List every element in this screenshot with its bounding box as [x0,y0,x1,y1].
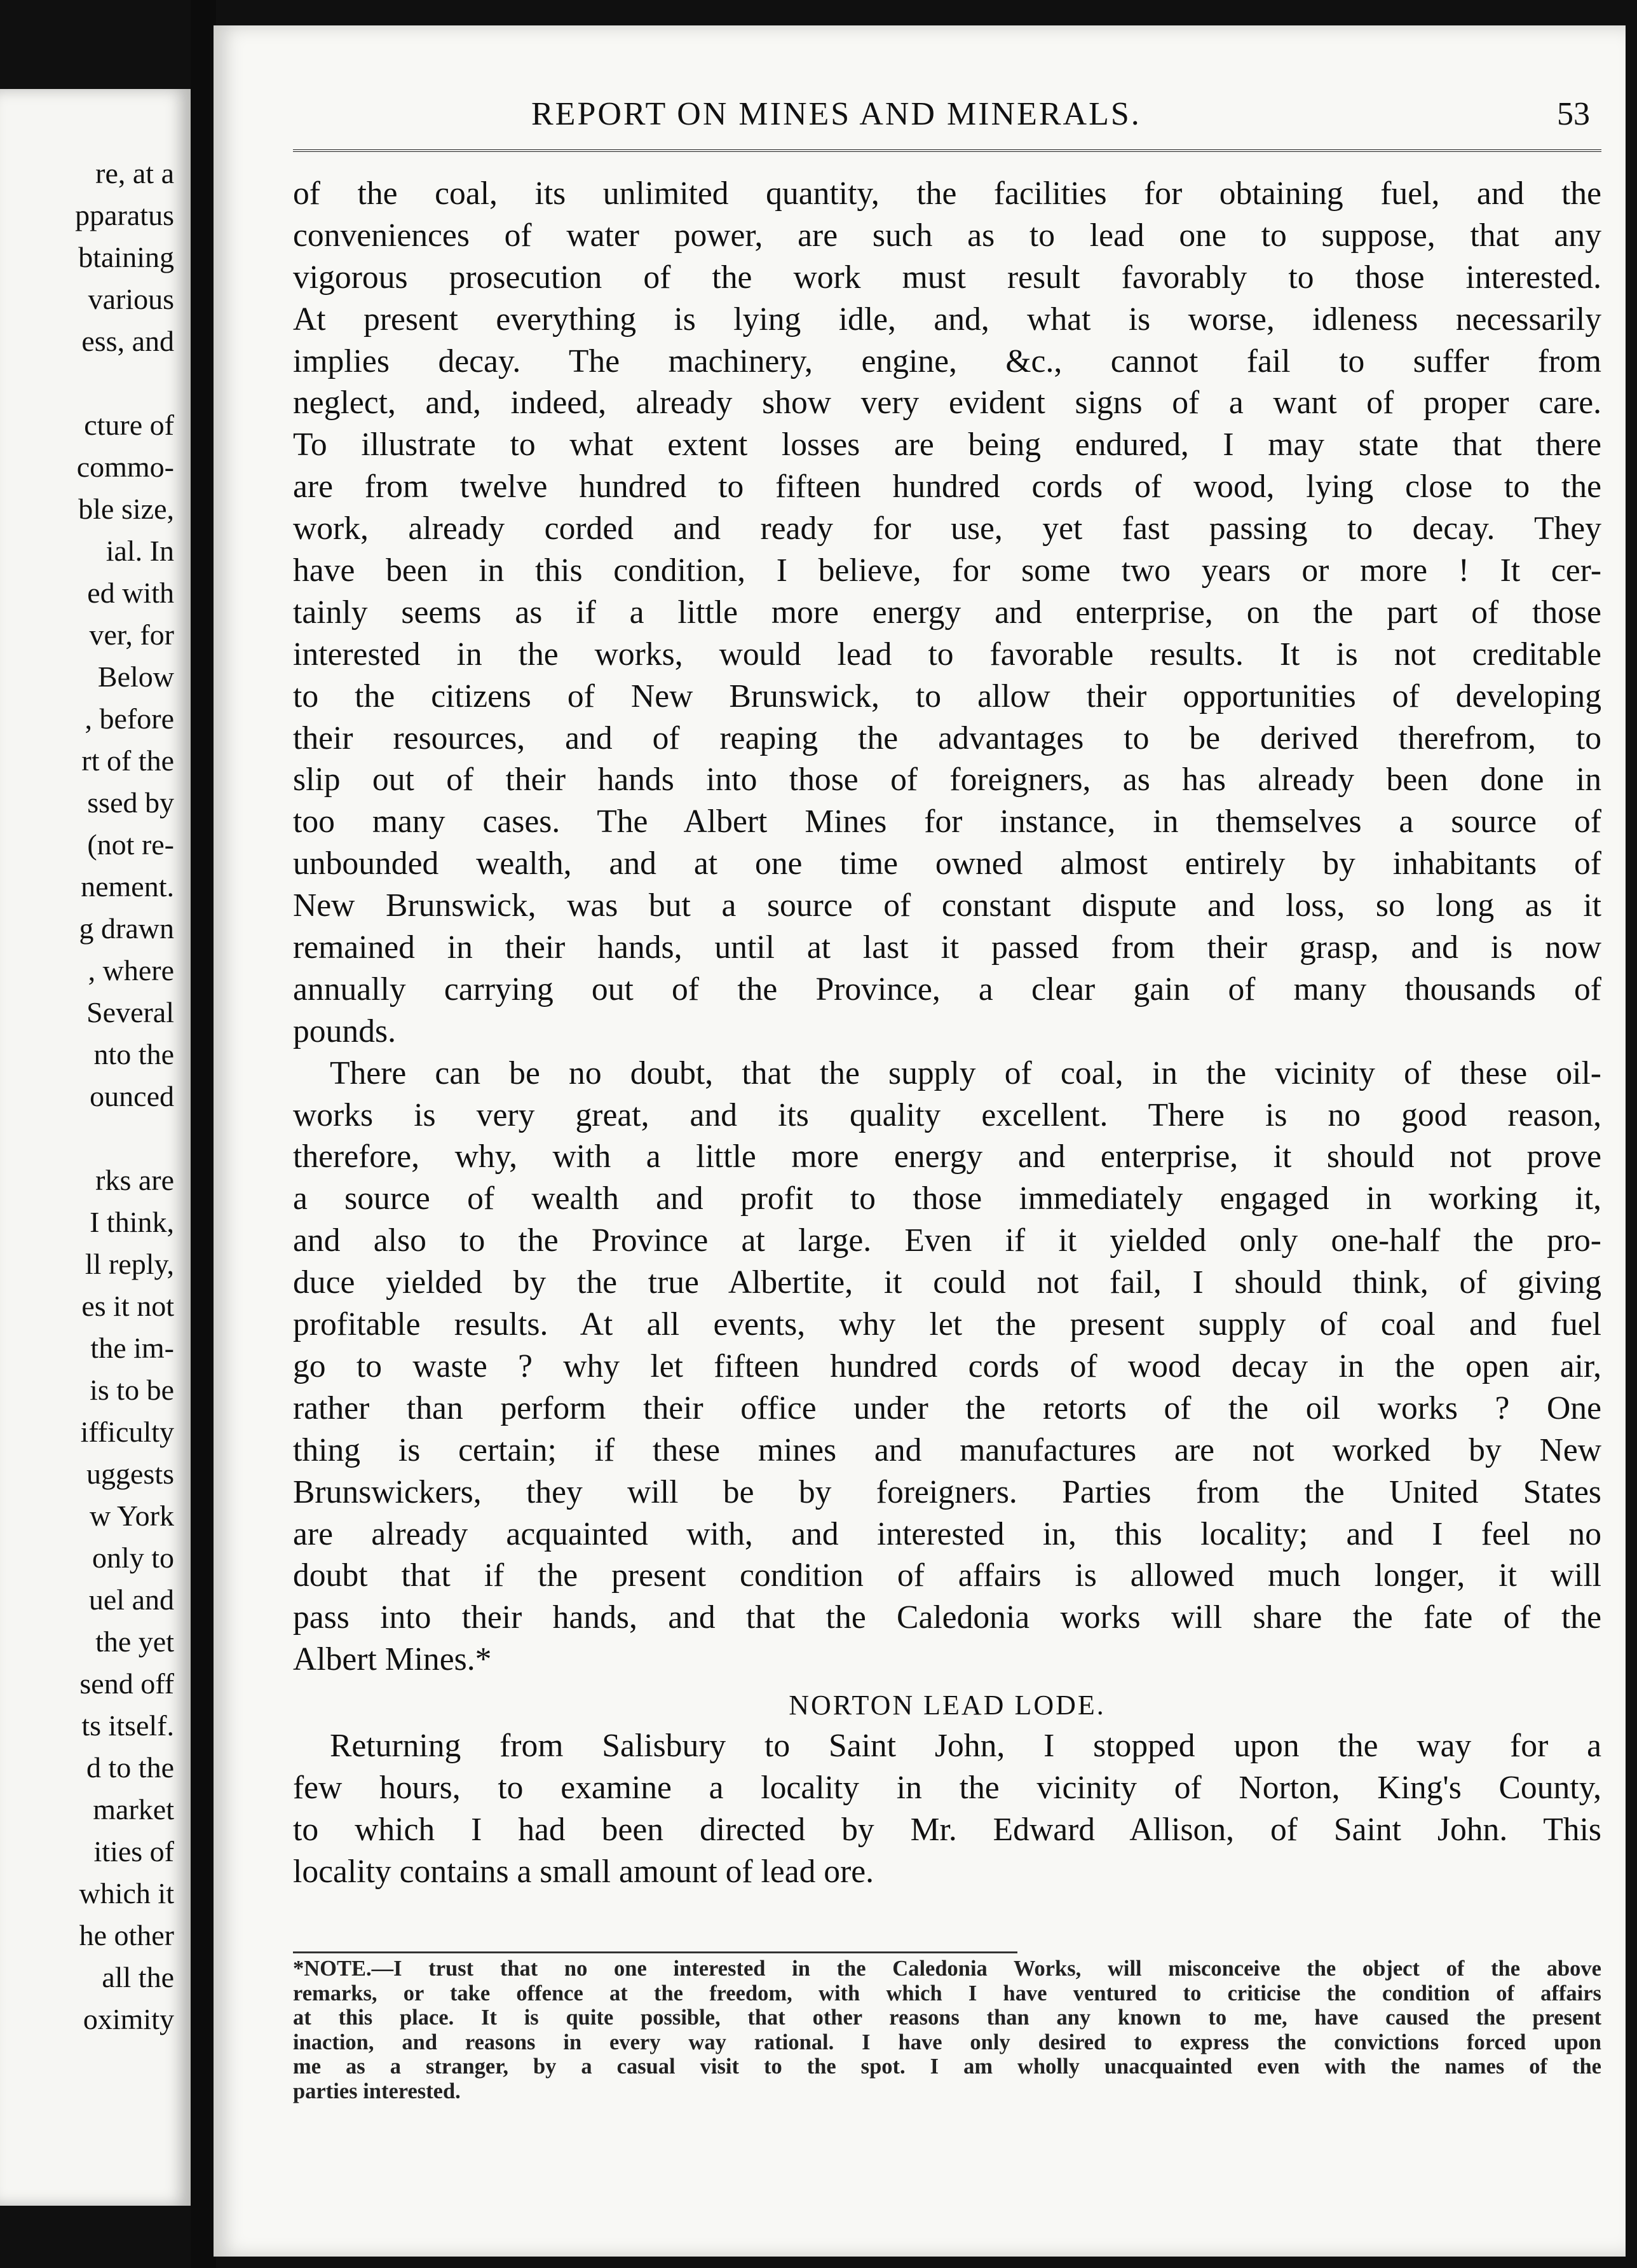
adjacent-left-page [0,89,191,2206]
left-page-fragment: re, at a [95,157,174,189]
text-line: therefore, why, with a little more energy and enterprise, it should not prove [293,1138,1601,1175]
left-page-fragment: only to [92,1541,174,1574]
left-page-fragment: uel and [88,1583,174,1616]
footnote-line: at this place. It is quite possible, that other reasons than any known to me, have caused the present [293,2005,1601,2030]
text-line: remained in their hands, until at last it passed from their grasp, and is now [293,929,1601,966]
text-line: To illustrate to what extent losses are being endured, I may state that there [293,427,1601,463]
text-line: profitable results. At all events, why let the present supply of coal and fuel [293,1306,1601,1343]
left-page-fragment: rt of the [81,744,174,777]
left-page-fragment: ts itself. [81,1709,174,1742]
text-line: duce yielded by the true Albertite, it could not fail, I should think, of giving [293,1264,1601,1301]
left-page-fragment: the im- [90,1332,174,1364]
text-line: pass into their hands, and that the Caledonia works will share the fate of the [293,1599,1601,1636]
footnote [293,1957,1601,2104]
header-rule [293,149,1601,152]
left-page-fragment: market [93,1793,174,1826]
left-page-fragment: ifficulty [80,1416,174,1448]
text-line: a source of wealth and profit to those immediately engaged in working it, [293,1180,1601,1217]
text-line: doubt that if the present condition of affairs is allowed much longer, it will [293,1557,1601,1594]
book-page [214,25,1626,2257]
paragraph-3 [293,1725,1601,1893]
left-page-fragment: es it not [81,1290,174,1322]
running-title: REPORT ON MINES AND MINERALS. [531,96,1141,132]
text-line: vigorous prosecution of the work must result favorably to those interested. [293,259,1601,296]
left-page-fragment: ble size, [78,493,174,525]
left-page-fragment: ssed by [87,786,174,819]
left-page-fragment: I think, [90,1206,174,1238]
left-page-fragment: ed with [87,577,174,609]
text-line: are from twelve hundred to fifteen hundred cords of wood, lying close to the [293,468,1601,505]
left-page-fragment: commo- [76,451,174,483]
text-line: and also to the Province at large. Even if it yielded only one-half the pro- [293,1222,1601,1259]
left-page-fragment: nto the [93,1038,174,1070]
body-text [293,173,1601,1893]
footnote-line: remarks, or take offence at the freedom, with which I have ventured to criticise the condition of affairs [293,1981,1601,2005]
text-line: locality contains a small amount of lead ore. [293,1853,874,1890]
left-page-fragment: uggests [86,1458,174,1490]
left-page-fragment: ities of [93,1835,174,1868]
page-number: 53 [1557,96,1590,132]
left-page-fragment: pparatus [75,199,174,231]
text-line: to the citizens of New Brunswick, to allow their opportunities of developing [293,678,1601,714]
book-gutter [191,0,216,2268]
footnote-line: parties interested. [293,2079,461,2103]
text-line: their resources, and of reaping the advantages to be derived therefrom, to [293,720,1601,756]
left-page-fragment: nement. [81,870,174,903]
text-line: At present everything is lying idle, and, what is worse, idleness necessarily [293,301,1601,338]
text-line: annually carrying out of the Province, a clear gain of many thousands of [293,971,1601,1008]
text-line: slip out of their hands into those of foreigners, as has already been done in [293,762,1601,798]
text-line: few hours, to examine a locality in the vicinity of Norton, King's County, [293,1769,1601,1806]
left-page-fragment: the yet [95,1625,174,1658]
left-page-fragment: ll reply, [85,1248,174,1280]
text-line: are already acquainted with, and interested in, this locality; and I feel no [293,1515,1601,1552]
text-line: work, already corded and ready for use, yet fast passing to decay. They [293,510,1601,547]
left-page-fragment: ial. In [105,535,174,567]
text-line: New Brunswick, was but a source of constant dispute and loss, so long as it [293,887,1601,924]
running-header [214,95,1626,140]
left-page-fragment: g drawn [79,912,174,945]
left-page-fragment: is to be [90,1374,174,1406]
text-line: Brunswickers, they will be by foreigners. Parties from the United States [293,1473,1601,1510]
text-line: to which I had been directed by Mr. Edward Allison, of Saint John. This [293,1811,1601,1848]
left-page-fragment: he other [79,1919,174,1951]
section-heading: NORTON LEAD LODE. [789,1690,1106,1721]
left-page-fragment: all the [102,1961,174,1993]
footnote-line: *NOTE.—I trust that no one interested in the Caledonia Works, will misconceive the object of the above [293,1957,1601,1981]
footnote-line: me as a stranger, by a casual visit to the spot. I am wholly unacquainted even with the names of the [293,2054,1601,2079]
text-line: pounds. [293,1013,396,1049]
text-line: Returning from Salisbury to Saint John, I stopped upon the way for a [330,1728,1601,1765]
left-page-fragment: Several [86,996,174,1028]
text-line: Albert Mines.* [293,1641,492,1678]
text-line: thing is certain; if these mines and manufactures are not worked by New [293,1431,1601,1468]
left-page-fragment: w York [90,1499,174,1532]
text-line: interested in the works, would lead to favorable results. It is not creditable [293,636,1601,673]
text-line: implies decay. The machinery, engine, &c., cannot fail to suffer from [293,343,1601,379]
left-page-fragment: which it [79,1877,174,1909]
text-line: tainly seems as if a little more energy and enterprise, on the part of those [293,594,1601,631]
text-line: There can be no doubt, that the supply of coal, in the vicinity of these oil- [330,1055,1601,1091]
left-page-fragment: rks are [95,1164,174,1196]
left-page-fragment: btaining [78,241,174,273]
footnote-line: inaction, and reasons in every way rational. I have only desired to express the convictions forced upon [293,2030,1601,2054]
paragraph-1 [293,173,1601,1053]
left-page-fragment: send off [79,1667,174,1700]
left-page-fragment: various [88,283,174,315]
left-page-fragment: , where [88,954,174,987]
left-page-fragment: , before [85,702,174,735]
left-page-fragment: cture of [84,409,174,441]
text-line: unbounded wealth, and at one time owned almost entirely by inhabitants of [293,845,1601,882]
text-line: conveniences of water power, are such as to lead one to suppose, that any [293,217,1601,254]
text-line: neglect, and, indeed, already show very evident signs of a want of proper care. [293,385,1601,421]
left-page-fragment: oximity [83,2003,174,2035]
footnote-rule [293,1951,1017,1953]
text-line: have been in this condition, I believe, for some two years or more ! It cer- [293,552,1601,589]
paragraph-2 [293,1053,1601,1681]
left-page-fragment: ver, for [89,618,174,651]
text-line: go to waste ? why let fifteen hundred cords of wood decay in the open air, [293,1348,1601,1384]
text-line: of the coal, its unlimited quantity, the facilities for obtaining fuel, and the [293,175,1601,212]
text-line: rather than perform their office under the retorts of the oil works ? One [293,1390,1601,1426]
left-page-fragment: ess, and [81,325,174,357]
left-page-fragment: ounced [90,1080,174,1112]
text-line: works is very great, and its quality excellent. There is no good reason, [293,1096,1601,1133]
left-page-fragment: d to the [86,1751,174,1784]
left-page-fragment: Below [97,660,174,693]
left-page-fragment: (not re- [87,828,174,861]
text-line: too many cases. The Albert Mines for instance, in themselves a source of [293,803,1601,840]
